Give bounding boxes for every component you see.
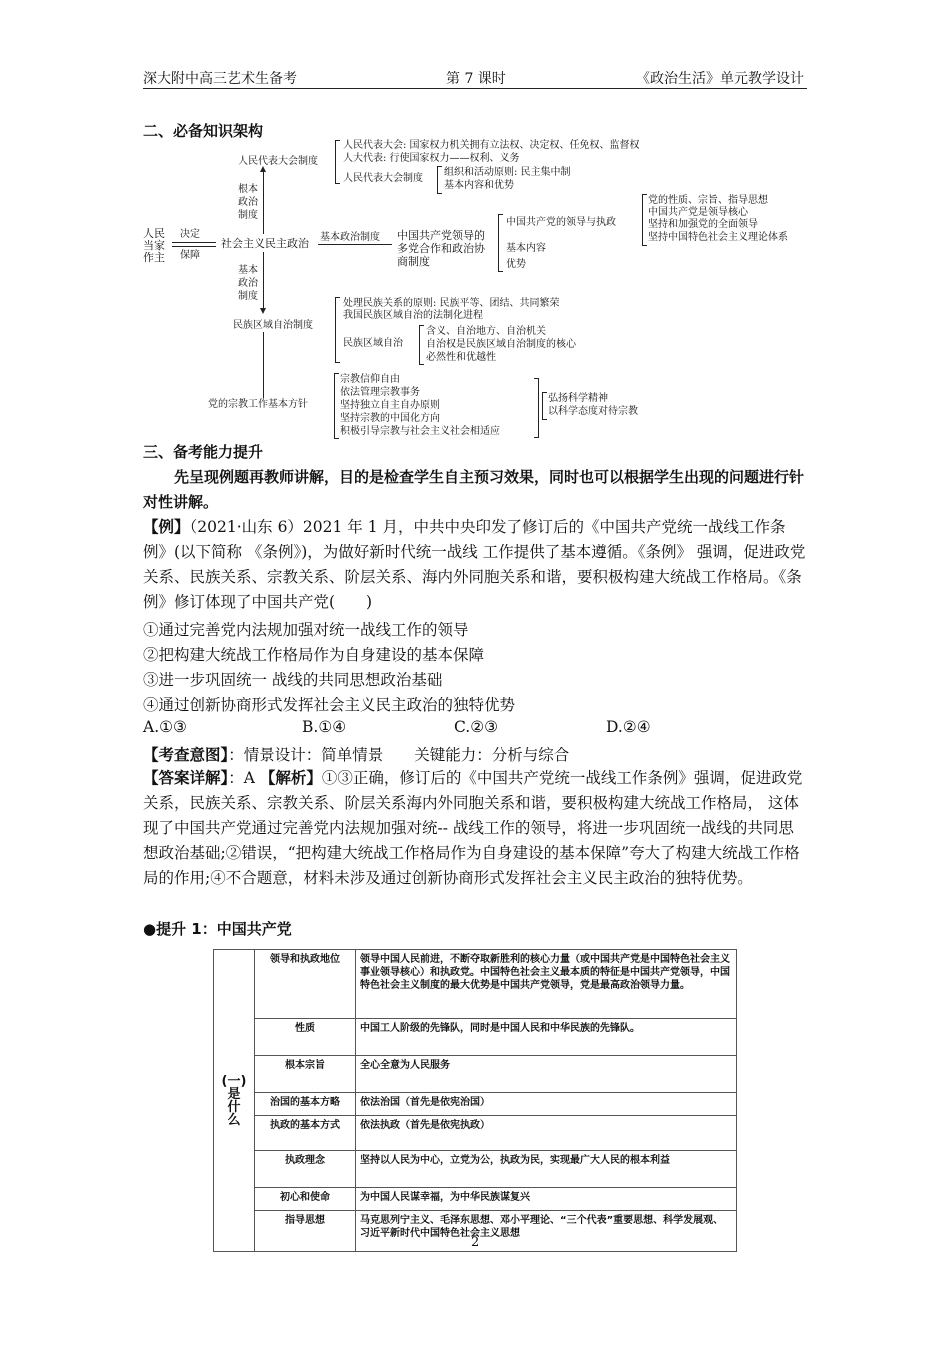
table-row	[214, 1151, 737, 1188]
table-value-cell: 领导中国人民前进，不断夺取新胜利的核心力量（或中国共产党是中国特色社会主义事业领导核心）和执政党。中国特色社会主义最本质的特征是中国共产党领导，中国特色社会主义制度的最大优势是中国共产党领导，党是最高政治领导力量。	[356, 950, 737, 1019]
table-key-cell: 指导思想	[255, 1211, 356, 1252]
npc-title: 人民代表大会制度	[238, 156, 318, 167]
cpc-edge-line	[318, 244, 392, 245]
side-char: 么	[227, 1112, 241, 1128]
cpc-edge-label: 基本政治制度	[320, 232, 380, 243]
arrow-down-icon	[260, 308, 266, 314]
religion-brace	[334, 373, 339, 439]
option: ①通过完善党内法规加强对统一战线工作的领导	[143, 621, 469, 639]
choice-a: A.①③	[143, 718, 187, 736]
table-key-cell: 初心和使命	[255, 1188, 356, 1211]
intent-text: ：情景设计：简单情景 关键能力：分析与综合	[228, 746, 570, 764]
page-number: 2	[471, 1235, 480, 1250]
table-row	[214, 1116, 737, 1151]
religion-item: 宗教信仰自由	[340, 374, 400, 385]
option: ②把构建大统战工作格局作为自身建设的基本保障	[143, 646, 485, 664]
table-row	[214, 1093, 737, 1116]
table-key-cell: 根本宗旨	[255, 1056, 356, 1093]
guarantee-label: 保障	[180, 250, 200, 261]
side-char: 什	[227, 1099, 241, 1115]
cpc-branch1: 中国共产党的领导与执政	[506, 217, 616, 228]
table-value-cell: 依法治国（首先是依宪治国）	[356, 1093, 737, 1116]
title-line: 中国共产党领导的	[397, 229, 485, 242]
decide-arrow	[172, 242, 216, 243]
section-3-title: 三、备考能力提升	[143, 443, 264, 461]
example-text: （2021·山东 6）2021 年 1 月，中共中央印发了修订后的《中国共产党统一战线工作条例》(以下简称 《条例》)，为做好新时代统一战线 工作提供了基本遵循。《条例》 强调，促进政党关系、民族关系、宗教关系、阶层关系、海内外同胞关系和谐，要积极构建大统战工作格局。《条例》修订体现了中国共产党( )	[143, 518, 806, 611]
trunk-religion	[263, 332, 264, 398]
example-paragraph	[143, 515, 808, 615]
cpc-item: 坚持和加强党的全面领导	[648, 219, 758, 230]
cpc-item: 党的性质、宗旨、指导思想	[648, 195, 768, 206]
option: ④通过创新协商形式发挥社会主义民主政治的独特优势	[143, 696, 516, 714]
religion-item: 坚持独立自主自办原则	[340, 400, 440, 411]
label-line: 根本	[238, 184, 258, 195]
side-char: 是	[227, 1086, 241, 1102]
label-line: 制度	[238, 291, 258, 302]
table-row	[214, 1019, 737, 1056]
religion-right: 以科学态度对待宗教	[548, 406, 638, 417]
cpc-branch1-brace	[642, 194, 647, 246]
cpc-branch2: 优势	[506, 259, 526, 270]
mindmap-center: 社会主义民主政治	[221, 237, 309, 250]
table-row	[214, 950, 737, 1019]
cpc-branch2: 基本内容	[506, 243, 546, 254]
choice-c: C.②③	[454, 718, 499, 736]
table-row	[214, 1188, 737, 1211]
table-key-cell: 性质	[255, 1019, 356, 1056]
label-line: 基本	[238, 265, 258, 276]
religion-item: 积极引导宗教与社会主义社会相适应	[340, 426, 500, 437]
label-line: 制度	[238, 210, 258, 221]
npc-item: 人大代表: 行使国家权力——权利、义务	[343, 153, 520, 164]
root-line: 作主	[143, 251, 165, 264]
npc-subitem: 基本内容和优势	[444, 180, 514, 191]
cpc-item: 中国共产党是领导核心	[648, 207, 748, 218]
ethnic-subtitle: 民族区域自治	[343, 338, 403, 349]
root-line: 人民	[143, 227, 165, 240]
fundamental-label	[238, 183, 258, 222]
intent-tag: 【考查意图】	[143, 746, 229, 764]
ethnic-brace	[335, 297, 340, 363]
header-right: 《政治生活》单元教学设计	[636, 71, 804, 87]
religion-title: 党的宗教工作基本方针	[208, 399, 308, 410]
cpc-brace	[498, 214, 503, 272]
ethnic-subitem: 必然性和优越性	[426, 352, 496, 363]
label-line: 政治	[238, 278, 258, 289]
intro-paragraph: 先呈现例题再教师讲解，目的是检查学生自主预习效果，同时也可以根据学生出现的问题进行针对性讲解。	[143, 468, 805, 511]
cpc-knowledge-table	[213, 949, 737, 1252]
choice-d: D.②④	[606, 718, 651, 736]
basic-label	[238, 264, 258, 303]
table-key-cell: 执政的基本方式	[255, 1116, 356, 1151]
title-line: 商制度	[397, 255, 430, 268]
ethnic-subitem: 自治权是民族区域自治制度的核心	[426, 339, 576, 350]
side-char: (一)	[221, 1073, 247, 1089]
table-key-cell: 领导和执政地位	[255, 950, 356, 1019]
table-value-cell: 马克思列宁主义、毛泽东思想、邓小平理论、“三个代表”重要思想、科学发展观、习近平新时代中国特色社会主义思想	[356, 1211, 737, 1252]
example-tag: 【例】	[143, 518, 190, 536]
intent-line	[143, 743, 569, 765]
ethnic-subitem: 含义、自治地方、自治机关	[426, 326, 546, 337]
header-center: 第 7 课时	[446, 71, 506, 87]
decide-label: 决定	[180, 229, 200, 240]
npc-item: 人民代表大会: 国家权力机关拥有立法权、决定权、任免权、监督权	[343, 140, 640, 151]
guarantee-arrow	[172, 246, 216, 247]
npc-sub-brace	[437, 166, 442, 194]
ethnic-sub-brace	[419, 325, 424, 365]
header-left: 深大附中高三艺术生备考	[143, 71, 297, 87]
table-key-cell: 执政理念	[255, 1151, 356, 1188]
table-value-cell: 依法执政（首先是依宪执政）	[356, 1116, 737, 1151]
ethnic-title: 民族区域自治制度	[233, 320, 313, 331]
table-side-label	[214, 950, 255, 1252]
religion-right-brace	[534, 378, 539, 438]
answer-key: ：A	[228, 769, 260, 787]
table-key-cell: 治国的基本方略	[255, 1093, 356, 1116]
ethnic-item: 我国民族区域自治的法制化进程	[343, 310, 483, 321]
answer-tag: 【答案详解】	[143, 769, 229, 787]
title-line: 多党合作和政治协	[397, 242, 485, 255]
trunk-up	[263, 170, 264, 234]
religion-right: 弘扬科学精神	[548, 393, 608, 404]
section-2-title: 二、必备知识架构	[143, 122, 264, 140]
option: ③进一步巩固统一 战线的共同思想政治基础	[143, 671, 443, 689]
mindmap-root	[143, 228, 165, 264]
label-line: 政治	[238, 197, 258, 208]
npc-subtitle: 人民代表大会制度	[343, 173, 423, 184]
table-value-cell: 坚持以人民为中心，立党为公，执政为民，实现最广大人民的根本利益	[356, 1151, 737, 1188]
table-value-cell: 为中国人民谋幸福，为中华民族谋复兴	[356, 1188, 737, 1211]
answer-text: ①③正确，修订后的《中国共产党统一战线工作条例》强调，促进政党关系，民族关系、宗教关系、阶层关系海内外同胞关系和谐，要积极构建大统战工作格局， 这体现了中国共产党通过完善党内法规加强对统-- 战线工作的领导，将进一步巩固统一战线的共同思想政治基础;②错误，“把构建大统战工作格局作为自身建设的基本保障”夸大了构建大统战工作格局的作用;④不合题意，材料未涉及通过创新协商形式发挥社会主义民主政治的独特优势。	[143, 769, 803, 887]
cpc-title	[397, 229, 485, 268]
religion-item: 坚持宗教的中国化方向	[340, 413, 440, 424]
table-value-cell: 中国工人阶级的先锋队，同时是中国人民和中华民族的先锋队。	[356, 1019, 737, 1056]
header-rule	[143, 88, 807, 89]
cpc-item: 坚持中国特色社会主义理论体系	[648, 232, 788, 243]
answer-paragraph	[143, 766, 808, 891]
choice-b: B.①④	[302, 718, 347, 736]
religion-right-brace2	[542, 392, 547, 420]
root-line: 当家	[143, 239, 165, 252]
boost-1-title: ●提升 1：中国共产党	[143, 920, 292, 938]
table-value-cell: 全心全意为人民服务	[356, 1056, 737, 1093]
analysis-tag: 【解析】	[259, 769, 322, 787]
trunk-down	[263, 252, 264, 310]
religion-item: 依法管理宗教事务	[340, 387, 420, 398]
npc-subitem: 组织和活动原则: 民主集中制	[444, 167, 571, 178]
table-row	[214, 1056, 737, 1093]
npc-brace	[335, 140, 340, 184]
ethnic-item: 处理民族关系的原则: 民族平等、团结、共同繁荣	[343, 298, 560, 309]
